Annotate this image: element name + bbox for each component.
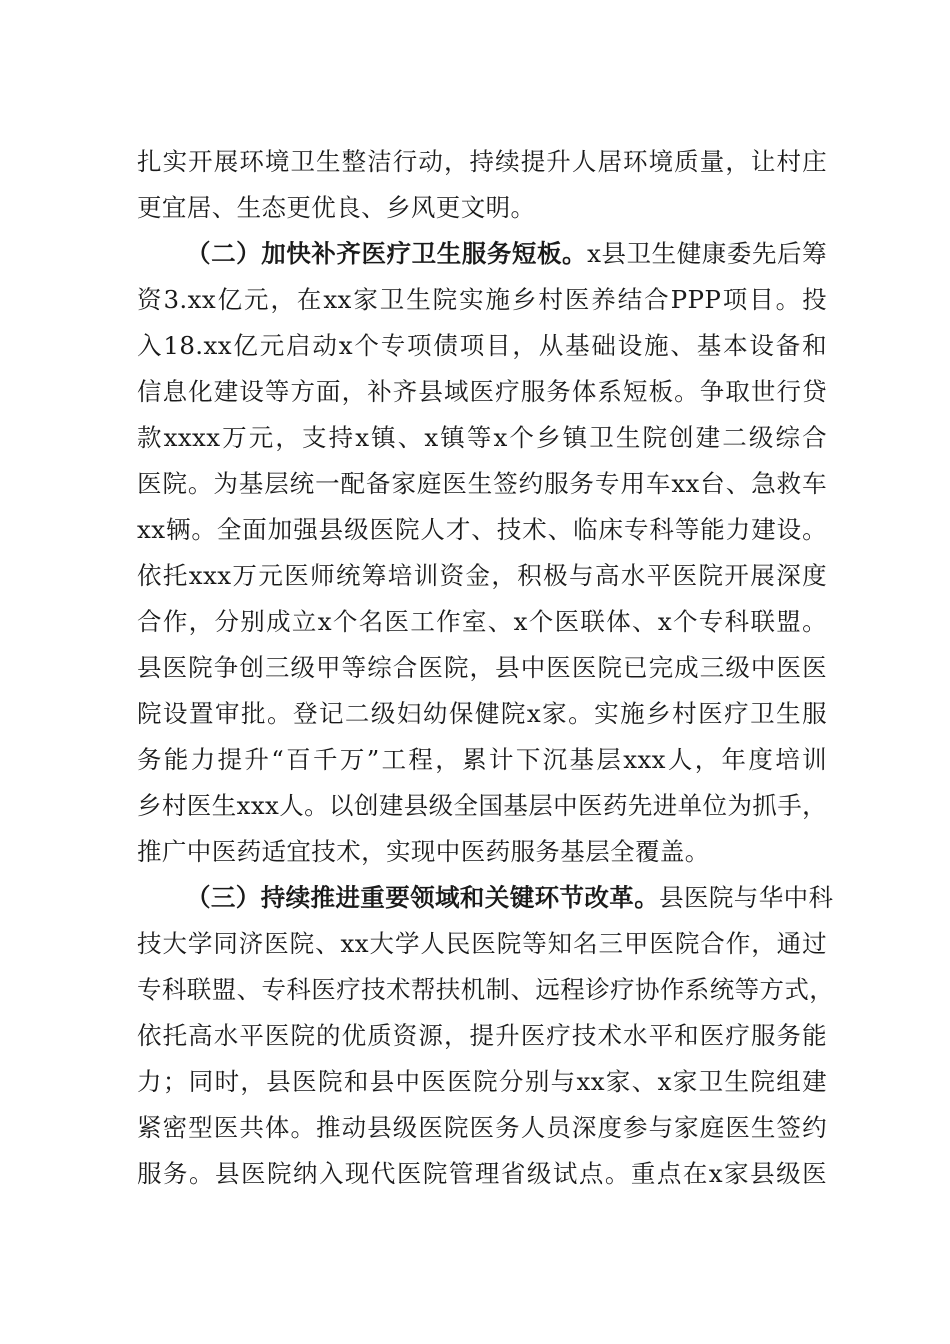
text-line: 依托高水平医院的优质资源，提升医疗技术水平和医疗服务能 <box>137 1021 827 1050</box>
paragraph-first-line <box>186 881 834 915</box>
text-line: 依托xxx万元医师统筹培训资金，积极与高水平医院开展深度 <box>137 561 827 590</box>
text-line: xx辆。全面加强县级医院人才、技术、临床专科等能力建设。 <box>137 515 827 544</box>
text-line: 推广中医药适宜技术，实现中医药服务基层全覆盖。 <box>137 837 710 866</box>
text-line: 扎实开展环境卫生整洁行动，持续提升人居环境质量，让村庄 <box>137 147 827 176</box>
text-line: 入18.xx亿元启动x个专项债项目，从基础设施、基本设备和 <box>137 331 827 360</box>
text-line: 更宜居、生态更优良、乡风更文明。 <box>137 193 536 222</box>
text-line: 信息化建设等方面，补齐县域医疗服务体系短板。争取世行贷 <box>137 377 827 406</box>
text-line: 合作，分别成立x个名医工作室、x个医联体、x个专科联盟。 <box>137 607 827 636</box>
text-span: x县卫生健康委先后筹 <box>587 239 827 268</box>
section-heading: （二）加快补齐医疗卫生服务短板。 <box>186 239 588 268</box>
text-line: 力；同时，县医院和县中医医院分别与xx家、x家卫生院组建 <box>137 1067 827 1096</box>
text-line: 县医院争创三级甲等综合医院，县中医医院已完成三级中医医 <box>137 653 827 682</box>
text-span: 县医院与华中科 <box>659 883 834 912</box>
section-heading: （三）持续推进重要领域和关键环节改革。 <box>186 883 660 912</box>
text-line: 紧密型医共体。推动县级医院医务人员深度参与家庭医生签约 <box>137 1113 827 1142</box>
text-line: 服务。县医院纳入现代医院管理省级试点。重点在x家县级医 <box>137 1159 827 1188</box>
text-line: 技大学同济医院、xx大学人民医院等知名三甲医院合作，通过 <box>137 929 827 958</box>
paragraph-first-line <box>186 237 827 271</box>
text-line: 乡村医生xxx人。以创建县级全国基层中医药先进单位为抓手， <box>137 791 828 820</box>
text-line: 医院。为基层统一配备家庭医生签约服务专用车xx台、急救车 <box>137 469 827 498</box>
text-line: 专科联盟、专科医疗技术帮扶机制、远程诊疗协作系统等方式， <box>137 975 835 1004</box>
text-line: 款xxxx万元，支持x镇、x镇等x个乡镇卫生院创建二级综合 <box>137 423 827 452</box>
text-line: 院设置审批。登记二级妇幼保健院x家。实施乡村医疗卫生服 <box>137 699 827 728</box>
text-line: 资3.xx亿元，在xx家卫生院实施乡村医养结合PPP项目。投 <box>137 285 827 314</box>
text-line: 务能力提升“百千万”工程，累计下沉基层xxx人，年度培训 <box>137 745 827 774</box>
